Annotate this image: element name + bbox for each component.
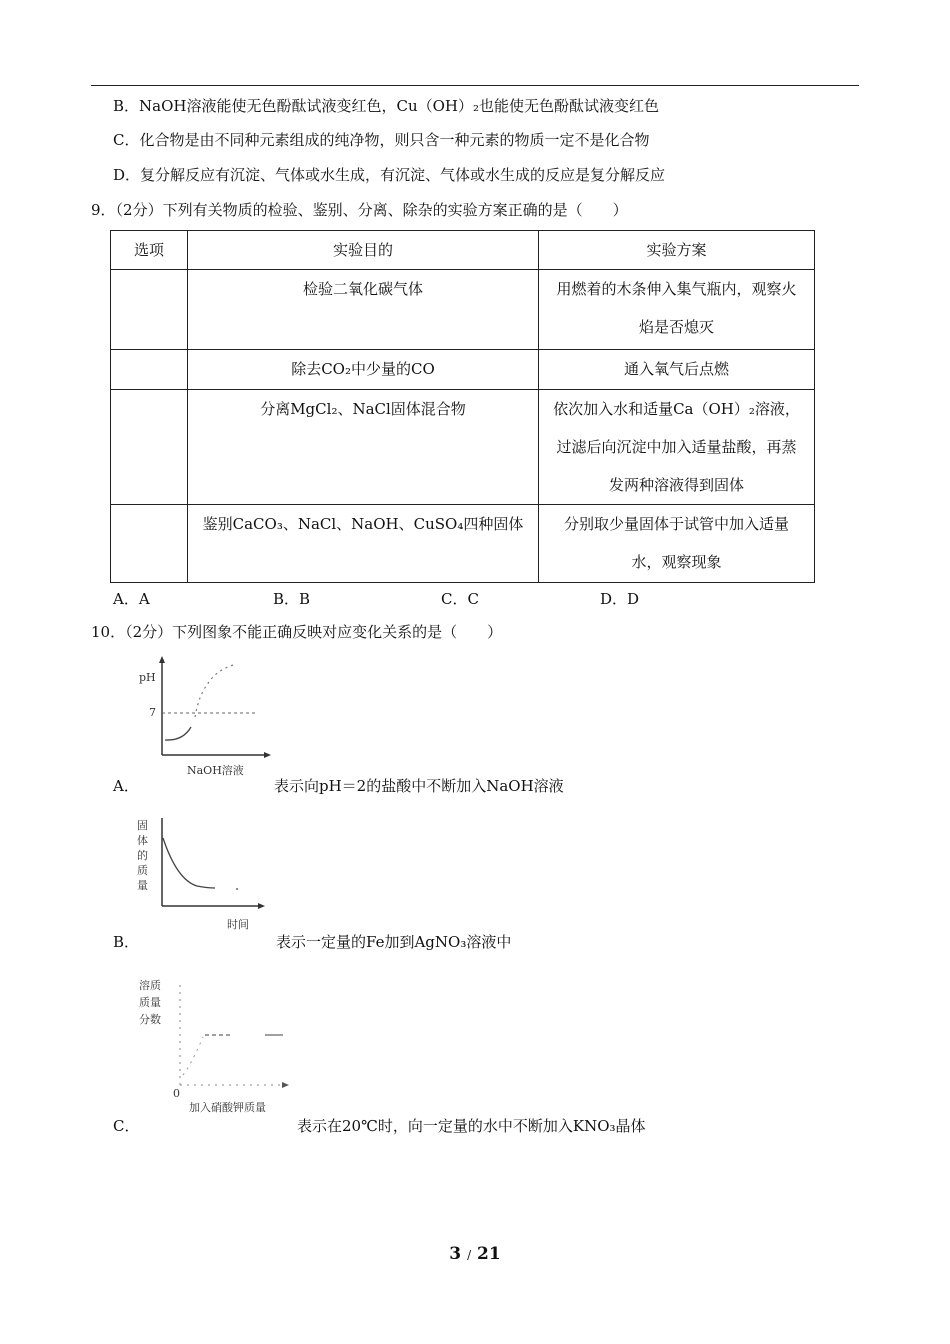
plan-line: 水，观察现象 — [631, 553, 722, 571]
row-plan — [539, 270, 815, 350]
table-header-row — [111, 231, 815, 270]
page-number — [0, 1244, 950, 1264]
q10-option-c-letter: C． — [113, 1117, 140, 1135]
q10-option-b-desc: 表示一定量的Fe加到AgNO₃溶液中 — [276, 933, 512, 951]
answer-option-d[interactable]: D．D — [600, 590, 640, 608]
q8-option-c: C．化合物是由不同种元素组成的纯净物，则只含一种元素的物质一定不是化合物 — [113, 131, 650, 149]
plan-line: 焰是否熄灭 — [638, 318, 714, 336]
graph-a — [135, 655, 275, 777]
graph-b — [135, 808, 275, 936]
graph-a-tick: 7 — [149, 706, 156, 719]
q9-table — [110, 230, 815, 583]
graph-c-origin: 0 — [173, 1087, 180, 1100]
graph-c-xlabel: 加入硝酸钾质量 — [189, 1101, 266, 1114]
header-option: 选项 — [111, 231, 188, 270]
plan-line: 分别取少量固体于试管中加入适量 — [563, 515, 789, 533]
graph-a-x-arrow — [264, 752, 271, 758]
graph-a-y-arrow — [159, 656, 165, 663]
row-option — [111, 505, 188, 583]
graph-b-xlabel: 时间 — [227, 918, 249, 931]
q8-option-b: B．NaOH溶液能使无色酚酞试液变红色，Cu（OH）₂也能使无色酚酞试液变红色 — [113, 97, 660, 115]
graph-c-curve-rise — [183, 1037, 203, 1075]
header-rule — [91, 85, 859, 86]
q9-stem: 9．（2分）下列有关物质的检验、鉴别、分离、除杂的实验方案正确的是（ ） — [91, 201, 628, 219]
row-purpose: 除去CO₂中少量的CO — [188, 350, 539, 390]
row-purpose: 鉴别CaCO₃、NaCl、NaOH、CuSO₄四种固体 — [188, 505, 539, 583]
q10-option-a-desc: 表示向pH＝2的盐酸中不断加入NaOH溶液 — [274, 777, 564, 795]
row-plan — [539, 390, 815, 505]
table-row — [111, 505, 815, 583]
page-total: 21 — [477, 1244, 501, 1264]
plan-line: 过滤后向沉淀中加入适量盐酸，再蒸 — [556, 438, 797, 456]
graph-a-svg — [135, 655, 275, 777]
plan-line: 发两种溶液得到固体 — [608, 476, 744, 494]
graph-b-ylabel: 固体的质量 — [137, 819, 148, 892]
row-option — [111, 350, 188, 390]
row-option — [111, 270, 188, 350]
graph-c-x-arrow — [282, 1082, 289, 1088]
graph-b-curve — [163, 838, 215, 888]
row-plan — [539, 505, 815, 583]
header-plan: 实验方案 — [539, 231, 815, 270]
table-row — [111, 270, 815, 350]
q10-stem: 10．（2分）下列图象不能正确反映对应变化关系的是（ ） — [91, 623, 503, 641]
page-current: 3 — [449, 1244, 462, 1264]
row-purpose: 检验二氧化碳气体 — [188, 270, 539, 350]
plan-line: 通入氧气后点燃 — [623, 360, 729, 378]
q8-option-d: D．复分解反应有沉淀、气体或水生成，有沉淀、气体或水生成的反应是复分解反应 — [113, 166, 666, 184]
graph-a-curve-low — [165, 727, 191, 740]
graph-b-x-arrow — [258, 903, 265, 909]
answer-option-b[interactable]: B．B — [273, 590, 311, 608]
graph-a-ylabel: pH — [139, 671, 156, 684]
graph-c-ylabel: 溶质质量分数 — [139, 979, 161, 1026]
q10-option-c-desc: 表示在20℃时，向一定量的水中不断加入KNO₃晶体 — [297, 1117, 646, 1135]
plan-line: 依次加入水和适量Ca（OH）₂溶液， — [553, 400, 800, 418]
row-purpose: 分离MgCl₂、NaCl固体混合物 — [188, 390, 539, 505]
graph-b-dot — [236, 888, 238, 890]
graph-b-svg — [135, 808, 275, 936]
q10-option-b-letter: B． — [113, 933, 140, 951]
answer-option-c[interactable]: C．C — [441, 590, 479, 608]
row-plan — [539, 350, 815, 390]
graph-c — [135, 975, 295, 1120]
graph-a-xlabel: NaOH溶液 — [187, 764, 244, 777]
plan-line: 用燃着的木条伸入集气瓶内，观察火 — [556, 280, 797, 298]
q10-option-a-letter: A． — [113, 777, 139, 795]
header-purpose: 实验目的 — [188, 231, 539, 270]
answer-option-a[interactable]: A．A — [113, 590, 150, 608]
graph-a-curve-high — [195, 665, 233, 717]
table-row — [111, 350, 815, 390]
table-row — [111, 390, 815, 505]
q9-answer-options — [113, 588, 673, 608]
row-option — [111, 390, 188, 505]
page-separator: / — [467, 1248, 472, 1262]
